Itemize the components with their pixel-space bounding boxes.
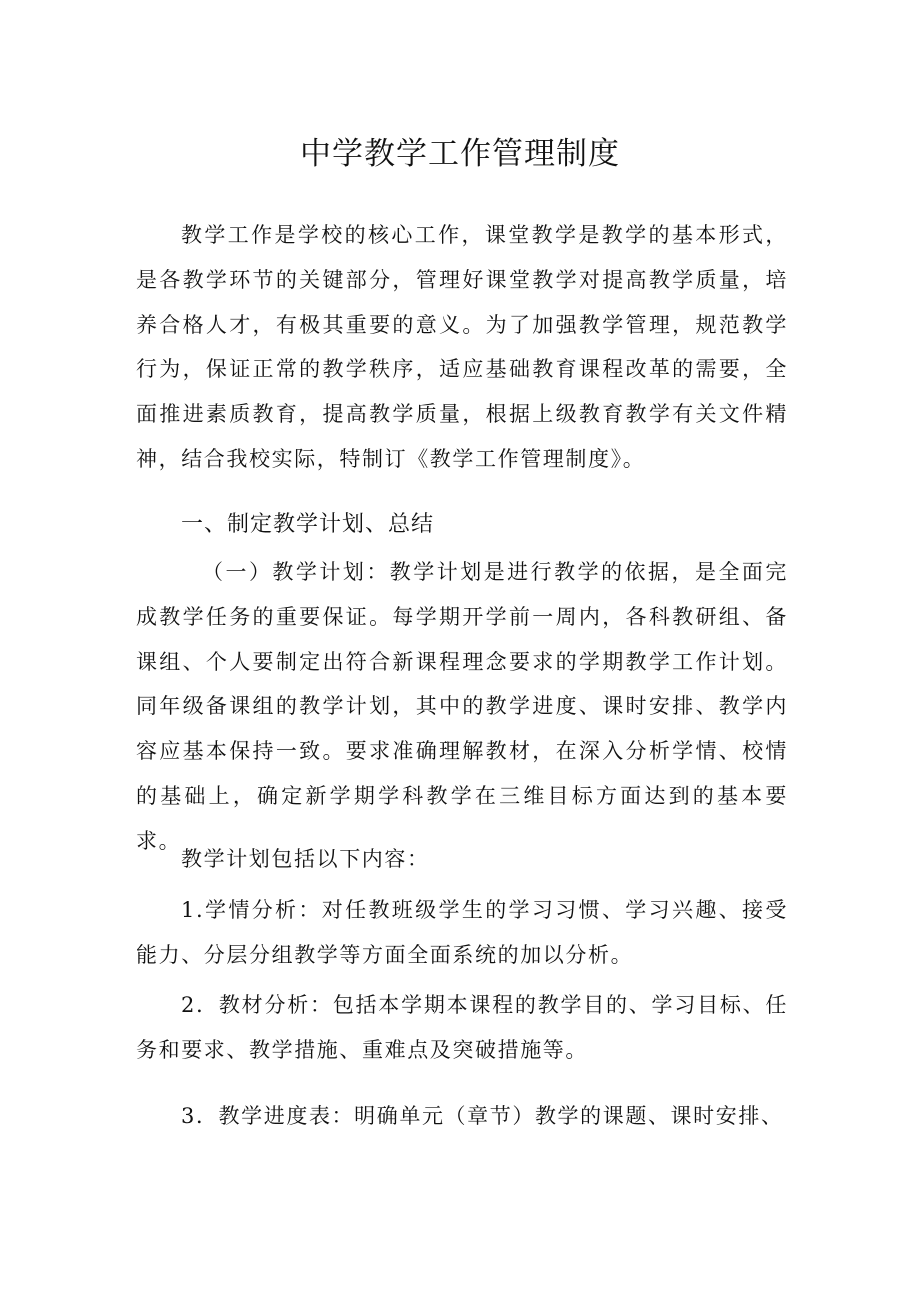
intro-paragraph: 教学工作是学校的核心工作，课堂教学是教学的基本形式，是各教学环节的关键部分，管理好课堂教学对提高教学质量，培养合格人才，有极其重要的意义。为了加强教学管理，规范教学行为，保证正常的教学秩序，适应基础教育课程改革的需要，全面推进素质教育，提高教学质量，根据上级教育教学有关文件精神，结合我校实际，特制订《教学工作管理制度》。 [136,223,788,471]
section-heading: 一、制定教学计划、总结 [181,512,435,537]
list-item-learning-analysis: 1.学情分析：对任教班级学生的学习习惯、学习兴趣、接受能力、分层分组教学等方面全面系统的加以分析。 [136,898,788,967]
plan-contents-intro: 教学计划包括以下内容： [181,847,430,871]
document-title: 中学教学工作管理制度 [300,136,620,172]
list-item-textbook-analysis: 2．教材分析：包括本学期本课程的教学目的、学习目标、任务和要求、教学措施、重难点及突破措施等。 [136,993,788,1062]
teaching-plan-paragraph: （一）教学计划：教学计划是进行教学的依据，是全面完成教学任务的重要保证。每学期开学前一周内，各科教研组、备课组、个人要制定出符合新课程理念要求的学期教学工作计划。同年级备课组的教学计划，其中的教学进度、课时安排、教学内容应基本保持一致。要求准确理解教材，在深入分析学情、校情的基础上，确定新学期学科教学在三维目标方面达到的基本要求。 [136,560,788,853]
list-item-teaching-schedule: 3．教学进度表：明确单元（章节）教学的课题、课时安排、 [181,1104,784,1128]
